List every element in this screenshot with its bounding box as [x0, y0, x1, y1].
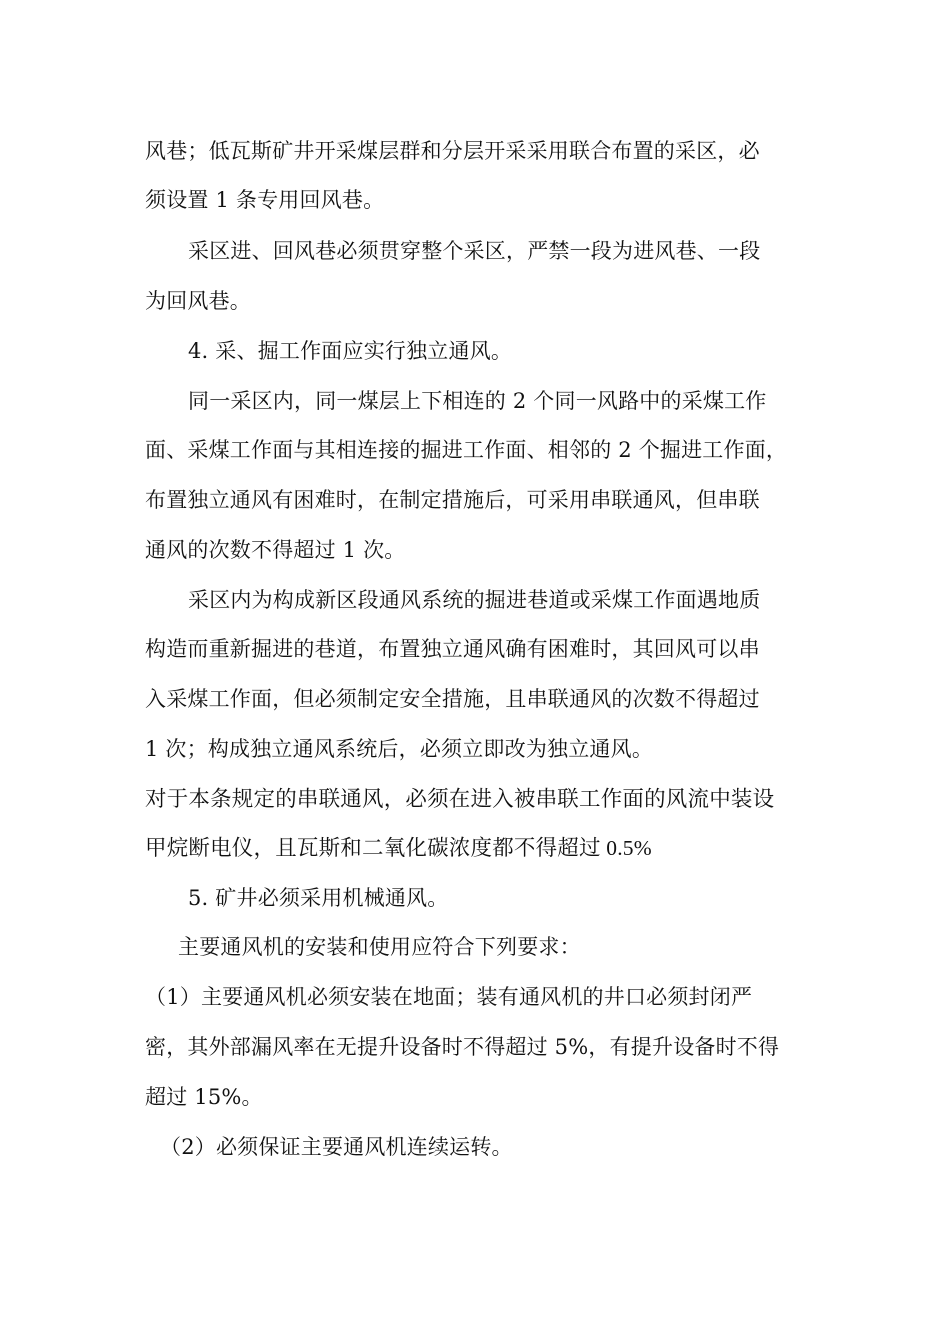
text-line: 1 次；构成独立通风系统后，必须立即改为独立通风。 [145, 737, 654, 761]
text-line: 对于本条规定的串联通风，必须在进入被串联工作面的风流中装设 [145, 787, 775, 811]
text-line: 面、采煤工作面与其相连接的掘进工作面、相邻的 2 个掘进工作面， [145, 438, 788, 462]
text-line: 主要通风机的安装和使用应符合下列要求： [178, 935, 581, 959]
text-line: 甲烷断电仪，且瓦斯和二氧化碳浓度都不得超过 0.5% [145, 836, 652, 860]
text-line: 须设置 1 条专用回风巷。 [145, 188, 385, 212]
text-line: 4. 采、掘工作面应实行独立通风。 [188, 339, 513, 363]
text-line: 5. 矿井必须采用机械通风。 [188, 886, 449, 910]
text-line: 采区内为构成新区段通风系统的掘进巷道或采煤工作面遇地质 [188, 588, 761, 612]
text-line: 布置独立通风有困难时，在制定措施后，可采用串联通风，但串联 [145, 488, 760, 512]
text-line: 入采煤工作面，但必须制定安全措施，且串联通风的次数不得超过 [145, 687, 760, 711]
text-line: 采区进、回风巷必须贯穿整个采区，严禁一段为进风巷、一段 [188, 239, 761, 263]
text-line: 构造而重新掘进的巷道，布置独立通风确有困难时，其回风可以串 [145, 637, 760, 661]
text-line: 风巷；低瓦斯矿井开采煤层群和分层开采采用联合布置的采区，必 [145, 139, 760, 163]
text-line: 通风的次数不得超过 1 次。 [145, 538, 406, 562]
text-line: 为回风巷。 [145, 289, 251, 313]
text-line: 同一采区内，同一煤层上下相连的 2 个同一风路中的采煤工作 [188, 389, 767, 413]
text-line: 超过 15%。 [145, 1085, 263, 1109]
text-line: （1）主要通风机必须安装在地面；装有通风机的井口必须封闭严 [145, 985, 753, 1009]
text-line: （2）必须保证主要通风机连续运转。 [160, 1135, 513, 1159]
text-line: 密，其外部漏风率在无提升设备时不得超过 5%，有提升设备时不得 [145, 1035, 780, 1059]
